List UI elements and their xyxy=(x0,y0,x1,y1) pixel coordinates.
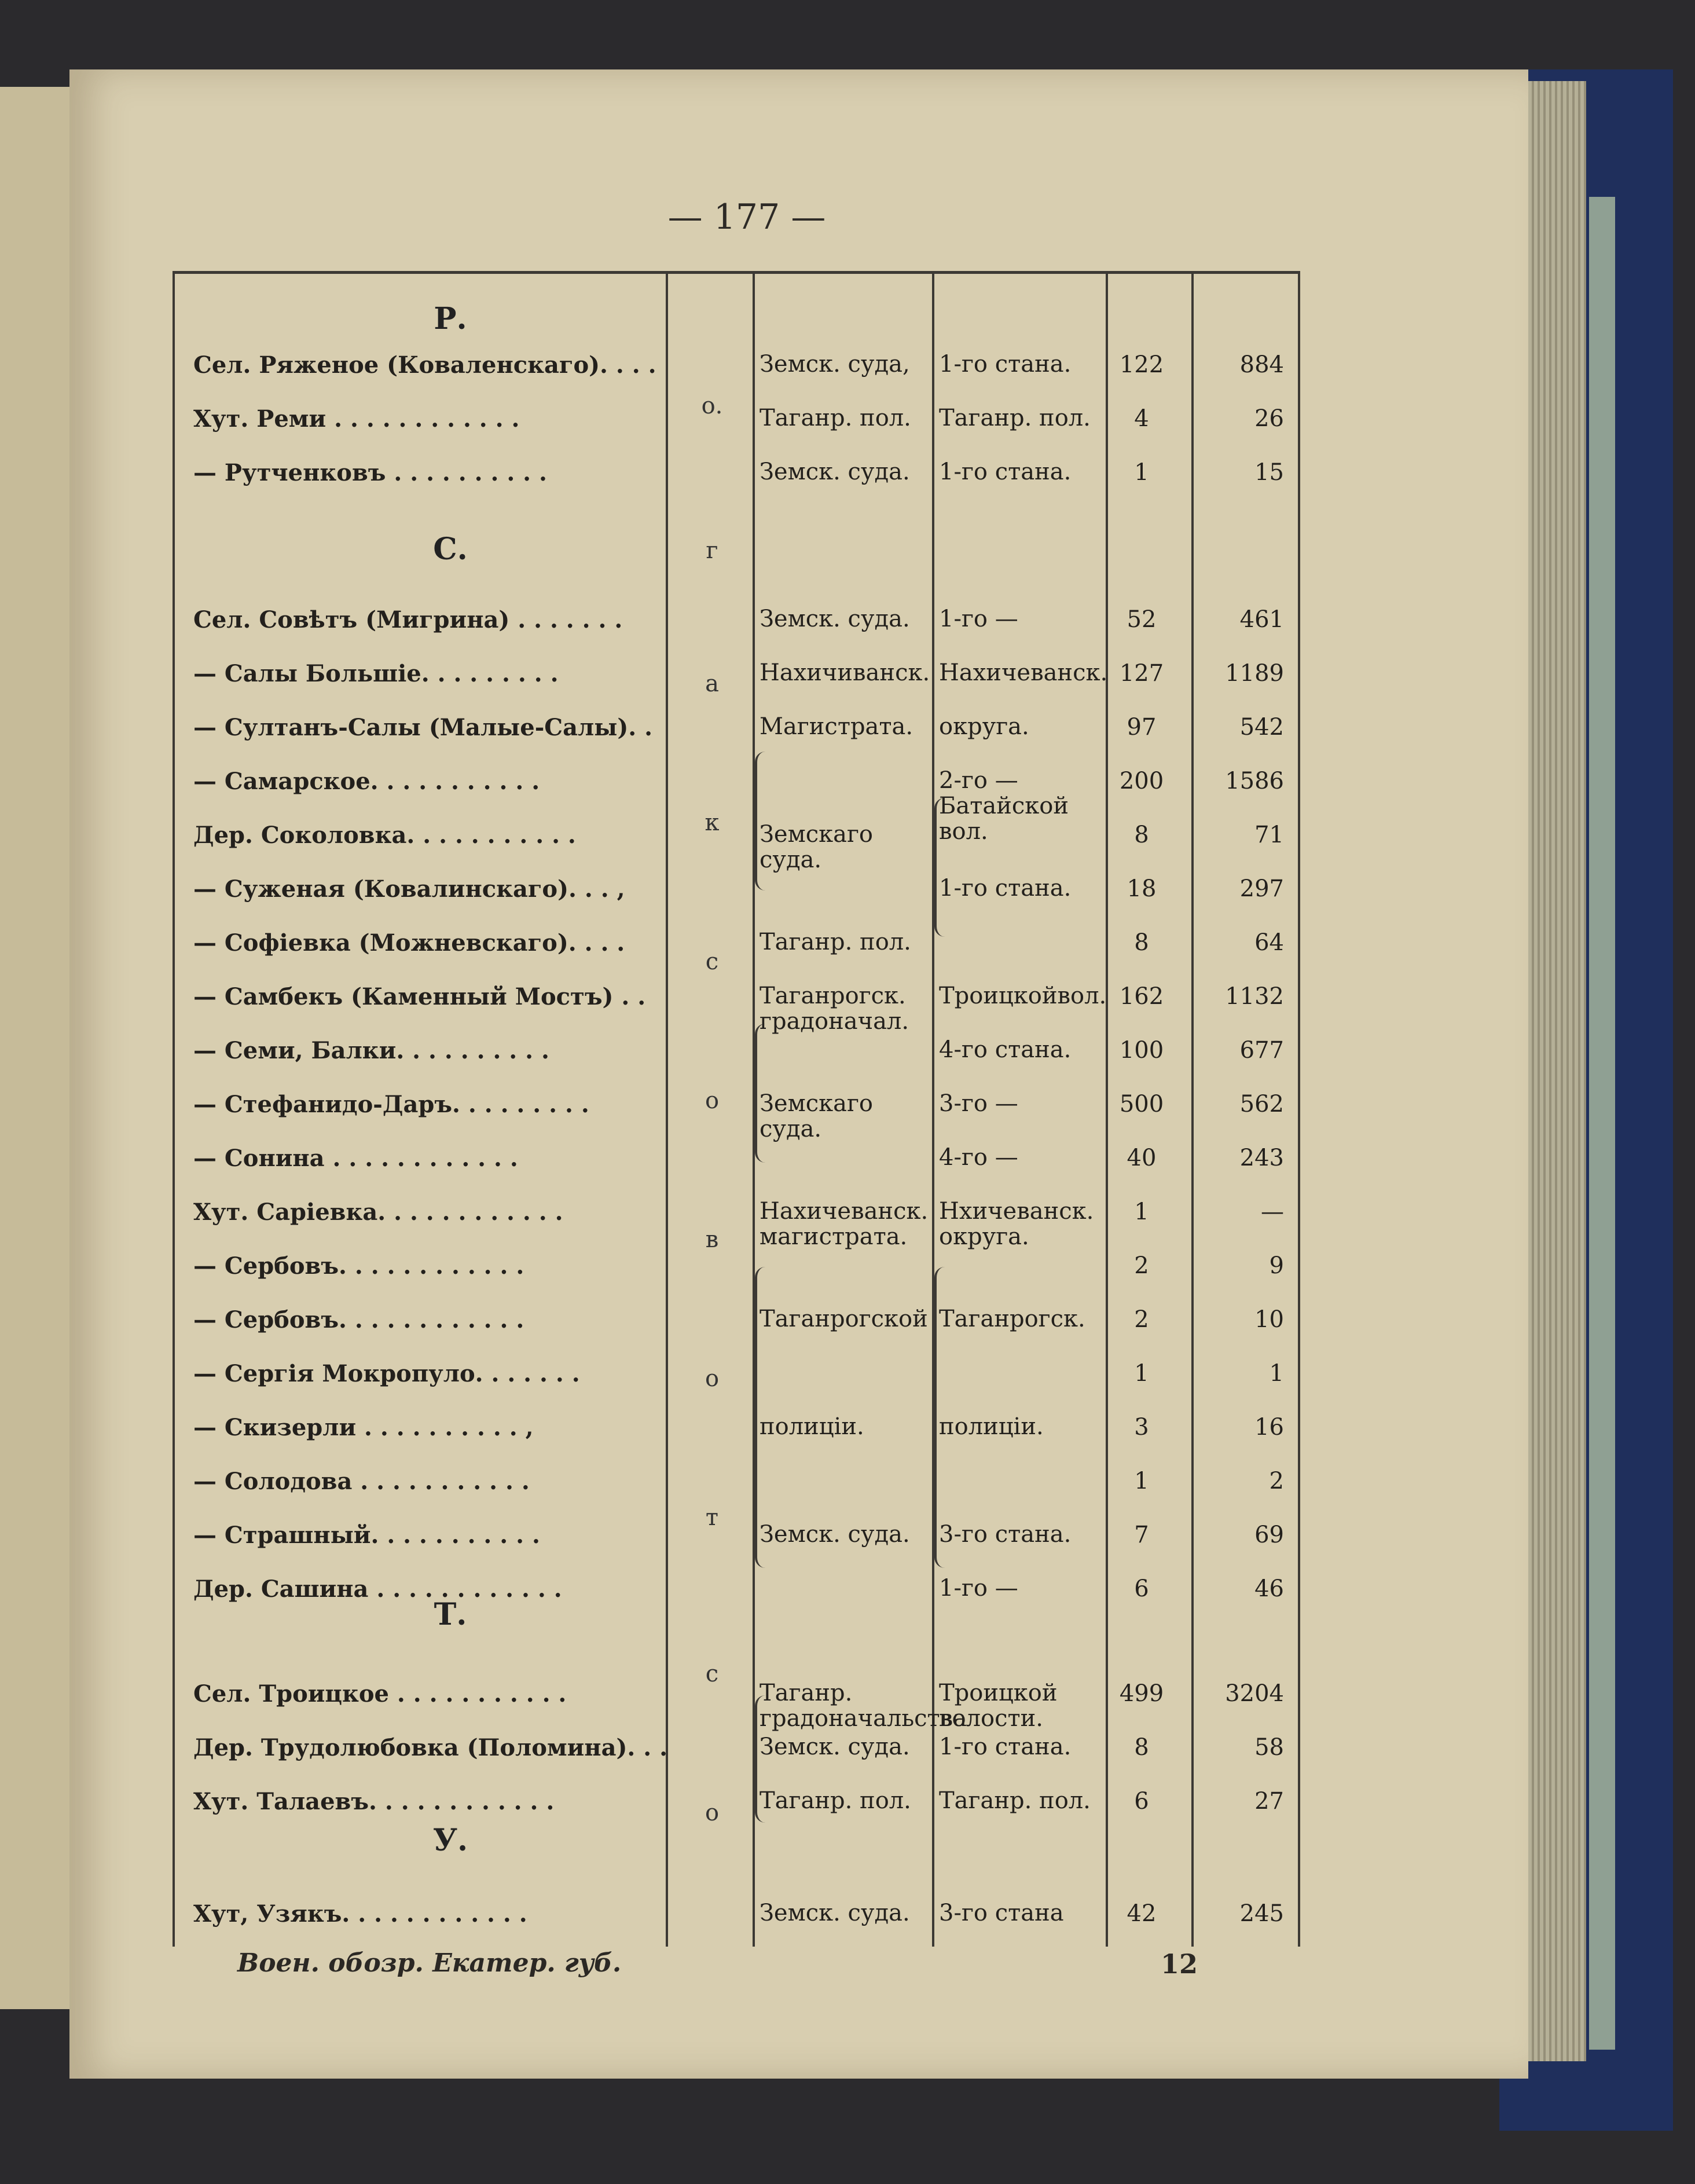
households-cell: 2 xyxy=(1134,1306,1149,1333)
settlement-name: — Сербовъ. . . . . . . . . . . . xyxy=(193,1306,524,1333)
vertical-letter: о. xyxy=(701,393,723,419)
table-row xyxy=(173,1401,1300,1454)
population-cell: 1586 xyxy=(1225,768,1284,794)
district-cell: Троицкойвол. xyxy=(939,983,1107,1009)
district-cell: Таганр. пол. xyxy=(939,1787,1091,1814)
households-cell: 500 xyxy=(1119,1091,1164,1117)
households-cell: 40 xyxy=(1127,1145,1157,1171)
households-cell: 8 xyxy=(1134,1734,1149,1761)
table-row xyxy=(173,1347,1300,1401)
households-cell: 3 xyxy=(1134,1414,1149,1441)
settlement-name: Хут. Реми . . . . . . . . . . . . xyxy=(193,405,520,433)
population-cell: 884 xyxy=(1239,351,1284,378)
settlement-name: Сел. Ряженое (Коваленскаго). . . . xyxy=(193,351,656,379)
settlement-name: Дер. Соколовка. . . . . . . . . . . xyxy=(193,822,576,849)
households-cell: 1 xyxy=(1134,1360,1149,1387)
population-cell: 26 xyxy=(1254,405,1284,432)
footer-source: Воен. обозр. Екатер. губ. xyxy=(237,1948,622,1978)
authority-cell: Нахичиванск. xyxy=(760,659,930,686)
settlement-name: — Страшный. . . . . . . . . . . xyxy=(193,1522,540,1549)
district-cell: 3-го — xyxy=(939,1090,1018,1117)
table-row xyxy=(173,446,1300,500)
authority-cell: Таганр. пол. xyxy=(760,405,911,431)
table-row xyxy=(173,1563,1300,1616)
vertical-letter: с xyxy=(705,1661,719,1687)
settlement-name: Хут. Саріевка. . . . . . . . . . . . xyxy=(193,1199,563,1226)
district-cell: Нхичеванск. округа. xyxy=(939,1198,1094,1250)
district-cell: 1-го стана. xyxy=(939,1734,1072,1760)
district-cell: 1-го — xyxy=(939,606,1018,632)
table-row xyxy=(173,1455,1300,1508)
households-cell: 100 xyxy=(1119,1037,1164,1064)
authority-cell: Земск. суда. xyxy=(760,1521,910,1548)
table-row xyxy=(173,393,1300,446)
table-row xyxy=(173,701,1300,754)
authority-cell: Магистрата. xyxy=(760,713,913,740)
table-row xyxy=(173,1509,1300,1562)
left-page xyxy=(0,87,75,2009)
households-cell: 18 xyxy=(1127,875,1157,902)
table-row xyxy=(173,1078,1300,1142)
section-letter-r: Р. xyxy=(434,301,467,336)
authority-cell: Земск. суда. xyxy=(760,606,910,632)
authority-cell: Таганр. пол. xyxy=(760,1787,911,1814)
authority-cell: Земск. суда. xyxy=(760,1900,910,1926)
page-number: — 177 — xyxy=(667,197,826,237)
population-cell: 562 xyxy=(1239,1091,1284,1117)
authority-cell: Нахичеванск. магистрата. xyxy=(760,1198,929,1250)
authority-cell: полиціи. xyxy=(760,1413,864,1440)
settlement-name: — Сербовъ. . . . . . . . . . . . xyxy=(193,1252,524,1280)
population-cell: 9 xyxy=(1269,1252,1284,1279)
population-cell: 46 xyxy=(1254,1575,1284,1602)
households-cell: 200 xyxy=(1119,768,1164,794)
settlement-name: — Суженая (Ковалинскаго). . . , xyxy=(193,875,625,903)
population-cell: 10 xyxy=(1254,1306,1284,1333)
table-row xyxy=(173,1888,1300,1941)
population-cell: 542 xyxy=(1239,714,1284,741)
households-cell: 499 xyxy=(1119,1680,1164,1707)
settlement-name: Сел. Троицкое . . . . . . . . . . . xyxy=(193,1680,567,1707)
households-cell: 52 xyxy=(1127,606,1157,633)
table-row xyxy=(173,917,1300,970)
table-row xyxy=(173,1186,1300,1250)
population-cell: 1 xyxy=(1269,1360,1284,1387)
district-cell: полиціи. xyxy=(939,1413,1044,1440)
settlement-name: — Сонина . . . . . . . . . . . . xyxy=(193,1145,518,1172)
district-cell: 3-го стана xyxy=(939,1900,1064,1926)
households-cell: 1 xyxy=(1134,459,1149,486)
households-cell: 8 xyxy=(1134,929,1149,956)
district-cell: Таганр. пол. xyxy=(939,405,1091,431)
households-cell: 8 xyxy=(1134,822,1149,848)
authority-cell: Земскаго суда. xyxy=(760,1090,873,1142)
table-rows xyxy=(173,0,1300,2184)
table-row xyxy=(173,339,1300,392)
households-cell: 42 xyxy=(1127,1900,1157,1927)
population-cell: 2 xyxy=(1269,1468,1284,1494)
vertical-letter: в xyxy=(705,1226,719,1253)
district-cell: 1-го стана. xyxy=(939,875,1072,902)
district-cell: 1-го стана. xyxy=(939,459,1072,485)
settlement-name: Хут, Узякъ. . . . . . . . . . . . xyxy=(193,1900,527,1928)
settlement-name: — Солодова . . . . . . . . . . . xyxy=(193,1468,530,1495)
vertical-letter: а xyxy=(705,670,719,697)
district-cell: 4-го — xyxy=(939,1144,1018,1171)
households-cell: 4 xyxy=(1134,405,1149,432)
households-cell: 6 xyxy=(1134,1788,1149,1815)
vertical-letter: к xyxy=(705,809,720,836)
table-row xyxy=(173,1024,1300,1078)
settlement-name: Дер. Сашина . . . . . . . . . . . . xyxy=(193,1575,562,1603)
population-cell: 677 xyxy=(1239,1037,1284,1064)
table-row xyxy=(173,647,1300,701)
settlement-name: Сел. Совѣтъ (Мигрина) . . . . . . . xyxy=(193,606,623,633)
district-cell: Таганрогск. xyxy=(939,1306,1085,1332)
population-cell: 69 xyxy=(1254,1522,1284,1548)
population-cell: 71 xyxy=(1254,822,1284,848)
page-edges xyxy=(1522,81,1586,2061)
table-row xyxy=(173,863,1300,916)
section-letter-u: У. xyxy=(432,1823,468,1858)
settlement-name: — Салы Большіе. . . . . . . . . xyxy=(193,660,559,687)
population-cell: 16 xyxy=(1254,1414,1284,1441)
settlement-name: — Сергія Мокропуло. . . . . . . xyxy=(193,1360,580,1387)
authority-cell: Земск. суда. xyxy=(760,1734,910,1760)
authority-cell: Земск. суда, xyxy=(760,351,910,378)
vertical-letter: г xyxy=(706,537,718,564)
settlement-name: — Рутченковъ . . . . . . . . . . xyxy=(193,459,547,486)
population-cell: — xyxy=(1261,1199,1284,1225)
section-letter-s: С. xyxy=(433,532,468,567)
vertical-letter: о xyxy=(705,1800,720,1826)
table-row xyxy=(173,1132,1300,1185)
district-cell: округа. xyxy=(939,713,1029,740)
population-cell: 461 xyxy=(1239,606,1284,633)
settlement-name: Дер. Трудолюбовка (Поломина). . . xyxy=(193,1734,668,1761)
authority-cell: Таганрогской xyxy=(760,1306,928,1332)
district-cell: Троицкой волости. xyxy=(939,1680,1058,1732)
population-cell: 64 xyxy=(1254,929,1284,956)
population-cell: 27 xyxy=(1254,1788,1284,1815)
settlement-name: — Стефанидо-Даръ. . . . . . . . . xyxy=(193,1091,589,1118)
settlement-name: — Софіевка (Можневскаго). . . . xyxy=(193,929,625,957)
table-row xyxy=(173,970,1300,1035)
population-cell: 3204 xyxy=(1225,1680,1284,1707)
settlement-name: — Султанъ-Салы (Малые-Салы). . xyxy=(193,714,653,741)
settlement-name: — Самарское. . . . . . . . . . . xyxy=(193,768,540,795)
table-row xyxy=(173,1240,1300,1293)
district-cell: 1-го — xyxy=(939,1575,1018,1602)
households-cell: 127 xyxy=(1119,660,1164,687)
settlement-name: Хут. Талаевъ. . . . . . . . . . . . xyxy=(193,1788,555,1815)
table-row xyxy=(173,1293,1300,1347)
district-cell: Нахичеванск. xyxy=(939,659,1108,686)
households-cell: 1 xyxy=(1134,1468,1149,1494)
settlement-name: — Самбекъ (Каменный Мостъ) . . xyxy=(193,983,646,1010)
authority-cell: Таганрогск. градоначал. xyxy=(760,983,909,1035)
population-cell: 243 xyxy=(1239,1145,1284,1171)
households-cell: 6 xyxy=(1134,1575,1149,1602)
page-edge-tint xyxy=(1589,197,1615,2050)
households-cell: 7 xyxy=(1134,1522,1149,1548)
population-cell: 15 xyxy=(1254,459,1284,486)
population-cell: 245 xyxy=(1239,1900,1284,1927)
table-row xyxy=(173,593,1300,647)
authority-cell: Таганр. пол. xyxy=(760,929,911,955)
population-cell: 1132 xyxy=(1225,983,1284,1010)
authority-cell: Земскаго суда. xyxy=(760,821,873,873)
table-row xyxy=(173,809,1300,873)
settlement-name: — Семи, Балки. . . . . . . . . . xyxy=(193,1037,549,1064)
population-cell: 58 xyxy=(1254,1734,1284,1761)
district-cell: 1-го стана. xyxy=(939,351,1072,378)
vertical-letter: о xyxy=(705,1365,720,1392)
households-cell: 1 xyxy=(1134,1199,1149,1225)
vertical-letter: с xyxy=(705,948,719,975)
households-cell: 162 xyxy=(1119,983,1164,1010)
section-letter-t: Т. xyxy=(434,1597,467,1632)
footer-signature: 12 xyxy=(1161,1948,1198,1980)
vertical-letter: т xyxy=(705,1504,719,1531)
authority-cell: Земск. суда. xyxy=(760,459,910,485)
households-cell: 2 xyxy=(1134,1252,1149,1279)
district-cell: 2-го — Батайской вол. xyxy=(939,767,1069,845)
vertical-letter: о xyxy=(705,1087,720,1114)
households-cell: 97 xyxy=(1127,714,1157,741)
settlement-name: — Скизерли . . . . . . . . . . , xyxy=(193,1414,534,1441)
table-row xyxy=(173,1668,1300,1732)
district-cell: 3-го стана. xyxy=(939,1521,1072,1548)
table-row xyxy=(173,1775,1300,1828)
population-cell: 1189 xyxy=(1225,660,1284,687)
table-row xyxy=(173,1721,1300,1775)
authority-cell: Таганр. градоначальства xyxy=(760,1680,967,1732)
district-cell: 4-го стана. xyxy=(939,1036,1072,1063)
population-cell: 297 xyxy=(1239,875,1284,902)
households-cell: 122 xyxy=(1119,351,1164,378)
